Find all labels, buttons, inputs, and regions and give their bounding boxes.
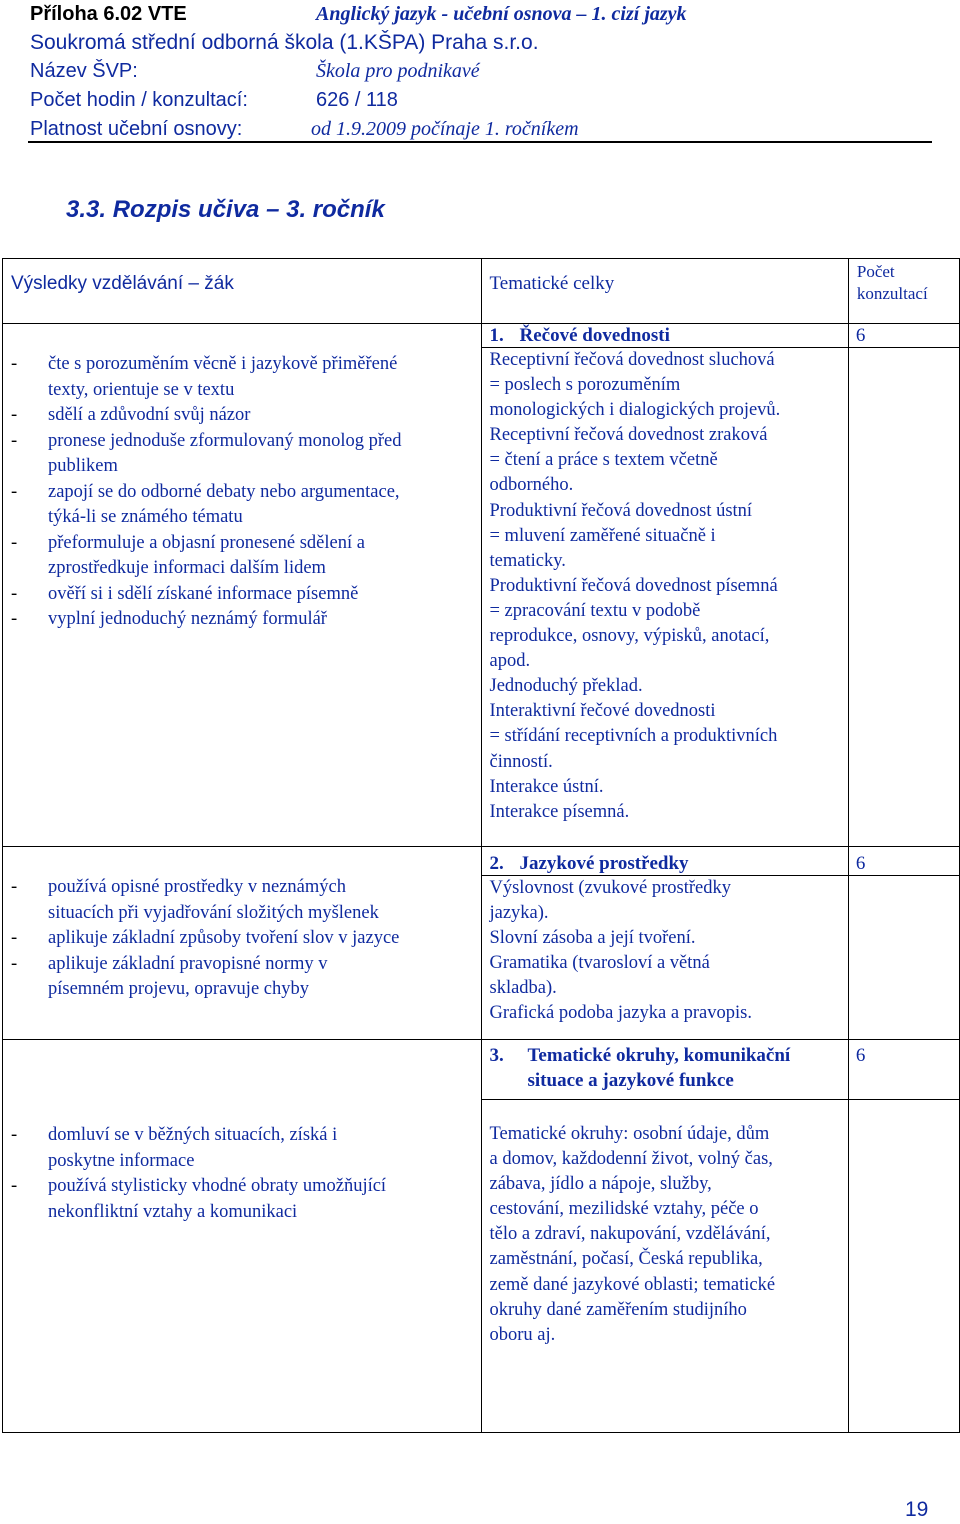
section-1-content: Receptivní řečová dovednost sluchová = poslech s porozuměním monologických i dialogických projevů. Receptivní řečová dovednost zraková = čtení a práce s textem včetně odborného. Produktivní řečová dovednost ústní = mluvení zaměřené situačně i tematicky. Produktivní řečová dovednost písemná = zpracování textu v podobě reprodukce, osnovy, výpisků, anotací, apod. Jednoduchý překlad. Interaktivní řečové dovednosti = střídání receptivních a produktivních činností. Interakce ústní. Interakce písemná. (481, 348, 848, 847)
hours-value: 626 / 118 (316, 89, 398, 111)
attachment-title: Anglický jazyk - učební osnova – 1. cizí jazyk (316, 3, 687, 25)
column-header-topics: Tematické celky (481, 259, 848, 324)
table-header-row (3, 259, 960, 324)
list-item: - používá stylisticky vhodné obraty umožňující nekonfliktní vztahy a komunikaci (11, 1176, 387, 1222)
header-divider (28, 141, 932, 143)
attachment-label: Příloha 6.02 VTE (30, 3, 187, 25)
section-2-count: 6 (848, 847, 959, 876)
section-1-outcomes (3, 324, 482, 847)
column-header-count-line1: Počet (856, 262, 895, 281)
section-3-outcomes (3, 1040, 482, 1433)
validity-value: od 1.9.2009 počínaje 1. ročníkem (311, 118, 579, 140)
list-item: - sdělí a zdůvodní svůj názor (11, 405, 251, 425)
svp-value: Škola pro podnikavé (316, 60, 480, 82)
section-2-content: Výslovnost (zvukové prostředky jazyka). Slovní zásoba a její tvoření. Gramatika (tvarosloví a větná skladba). Grafická podoba jazyka a pravopis. (481, 876, 848, 1040)
list-item: - ověří si i sdělí získané informace písemně (11, 583, 359, 604)
column-header-count (848, 259, 959, 324)
list-item: - používá opisné prostředky v neznámých situacích při vyjadřování složitých myšlenek (11, 877, 379, 923)
hours-label: Počet hodin / konzultací: (30, 89, 248, 111)
column-header-count-line2: konzultací (856, 284, 928, 303)
column-header-outcomes: Výsledky vzdělávání – žák (3, 259, 482, 324)
school-name: Soukromá střední odborná škola (1.KŠPA) Praha s.r.o. (30, 31, 539, 54)
list-item: - vyplní jednoduchý neznámý formulář (11, 609, 327, 629)
section-2-head-row (3, 847, 960, 876)
svp-label: Název ŠVP: (30, 60, 138, 82)
list-item: - zapojí se do odborné debaty nebo argumentace, týká-li se známého tématu (11, 481, 400, 527)
page-number: 19 (905, 1498, 929, 1521)
validity-label: Platnost učební osnovy: (30, 118, 243, 140)
list-item: - čte s porozuměním věcně i jazykově přiměřené texty, orientuje se v textu (11, 354, 398, 400)
list-item: - pronese jednoduše zformulovaný monolog před publikem (11, 430, 402, 476)
section-3-head-row (3, 1040, 960, 1100)
curriculum-table (2, 258, 960, 1433)
list-item: - aplikuje základní způsoby tvoření slov v jazyce (11, 928, 400, 948)
section-2-outcomes (3, 847, 482, 1040)
list-item: - přeformuluje a objasní pronesené sdělení a zprostředkuje informaci dalším lidem (11, 532, 365, 578)
section-3-count: 6 (848, 1040, 959, 1100)
section-2-title: 2. Jazykové prostředky (481, 847, 848, 876)
section-1-title: 1. Řečové dovednosti (481, 324, 848, 348)
section-1-count: 6 (848, 324, 959, 348)
section-1-head-row (3, 324, 960, 348)
list-item: - domluví se v běžných situacích, získá i poskytne informace (11, 1125, 338, 1171)
section-title: 3.3. Rozpis učiva – 3. ročník (66, 196, 385, 223)
section-3-title: 3. Tematické okruhy, komunikační situace a jazykové funkce (481, 1040, 848, 1100)
section-3-content: Tematické okruhy: osobní údaje, dům a domov, každodenní život, volný čas, zábava, jídlo a nápoje, služby, cestování, mezilidské vztahy, péče o tělo a zdraví, nakupování, vzdělávání, zaměstnání, počasí, Česká republika, země dané jazykové oblasti; tematické okruhy dané zaměřením studijního oboru aj. (481, 1100, 848, 1433)
list-item: - aplikuje základní pravopisné normy v písemném projevu, opravuje chyby (11, 953, 328, 999)
